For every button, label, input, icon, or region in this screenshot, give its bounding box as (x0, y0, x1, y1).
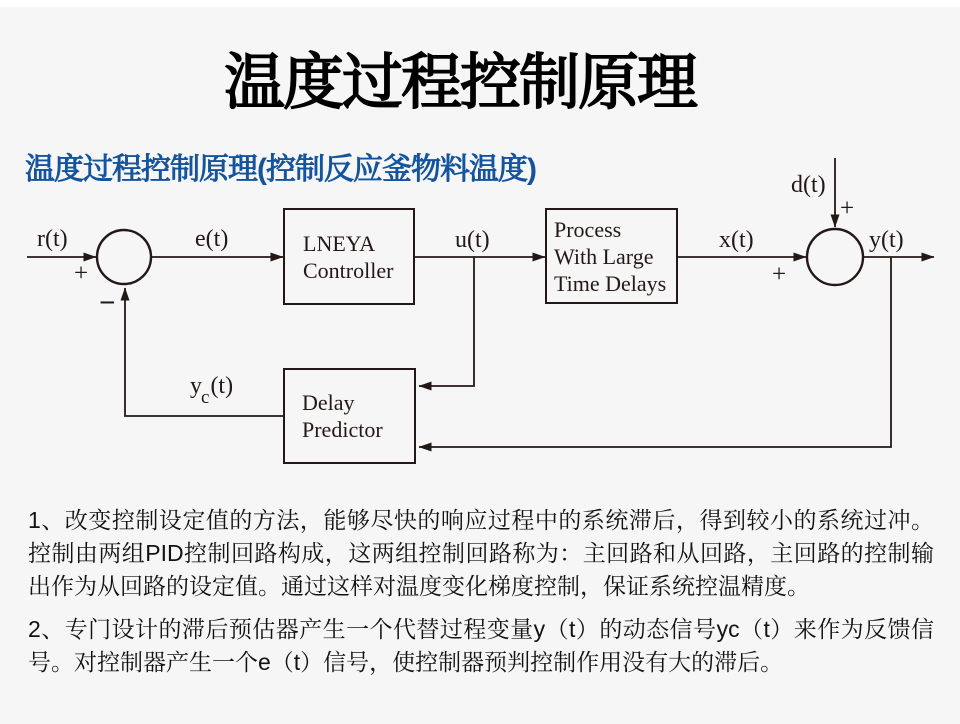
label-yc-t (190, 373, 234, 408)
label-y-t: y(t) (869, 227, 904, 253)
note-paragraph-2: 2、专门设计的滞后预估器产生一个代替过程变量y（t）的动态信号yc（t）来作为反馈信号。对控制器产生一个e（t）信号，使控制器预判控制作用没有大的滞后。 (28, 616, 934, 675)
predictor-line-2: Predictor (302, 417, 383, 442)
plus-sign-disturbance: + (840, 195, 855, 222)
label-u-t: u(t) (455, 227, 490, 253)
label-e-t: e(t) (195, 226, 229, 252)
process-line-3: Time Delays (554, 270, 667, 296)
predictor-box-text (284, 369, 415, 463)
note-paragraph-1: 1、改变控制设定值的方法，能够尽快的响应过程中的系统滞后，得到较小的系统过冲。控制由两组PID控制回路构成，这两组控制回路称为：主回路和从回路，主回路的控制输出作为从回路的设定值。通过这样对温度变化梯度控制，保证系统控温精度。 (28, 507, 934, 599)
label-yc-rest: (t) (210, 373, 234, 399)
label-yc-subscript: c (201, 387, 210, 408)
summing-junction-right (807, 229, 863, 285)
controller-line-2: Controller (303, 257, 394, 283)
notes-section (28, 504, 934, 689)
minus-sign-feedback: − (99, 287, 116, 319)
label-yc-base: y (190, 373, 202, 399)
label-d-t: d(t) (791, 172, 826, 198)
label-x-t: x(t) (719, 227, 754, 253)
section-subtitle: 温度过程控制原理(控制反应釜物料温度) (25, 153, 536, 186)
summing-junction-left (97, 230, 151, 284)
controller-box-text (284, 209, 414, 304)
controller-line-1: LNEYA (303, 230, 376, 256)
process-line-1: Process (554, 216, 622, 242)
control-tap-line (419, 257, 474, 386)
predictor-line-1: Delay (302, 390, 355, 415)
plus-sign-setpoint: + (74, 260, 89, 287)
plus-sign-process: + (772, 261, 787, 288)
label-r-t: r(t) (37, 226, 68, 252)
process-line-2: With Large (554, 243, 654, 269)
page-title: 温度过程控制原理 (223, 48, 696, 116)
process-box-text (546, 209, 677, 303)
